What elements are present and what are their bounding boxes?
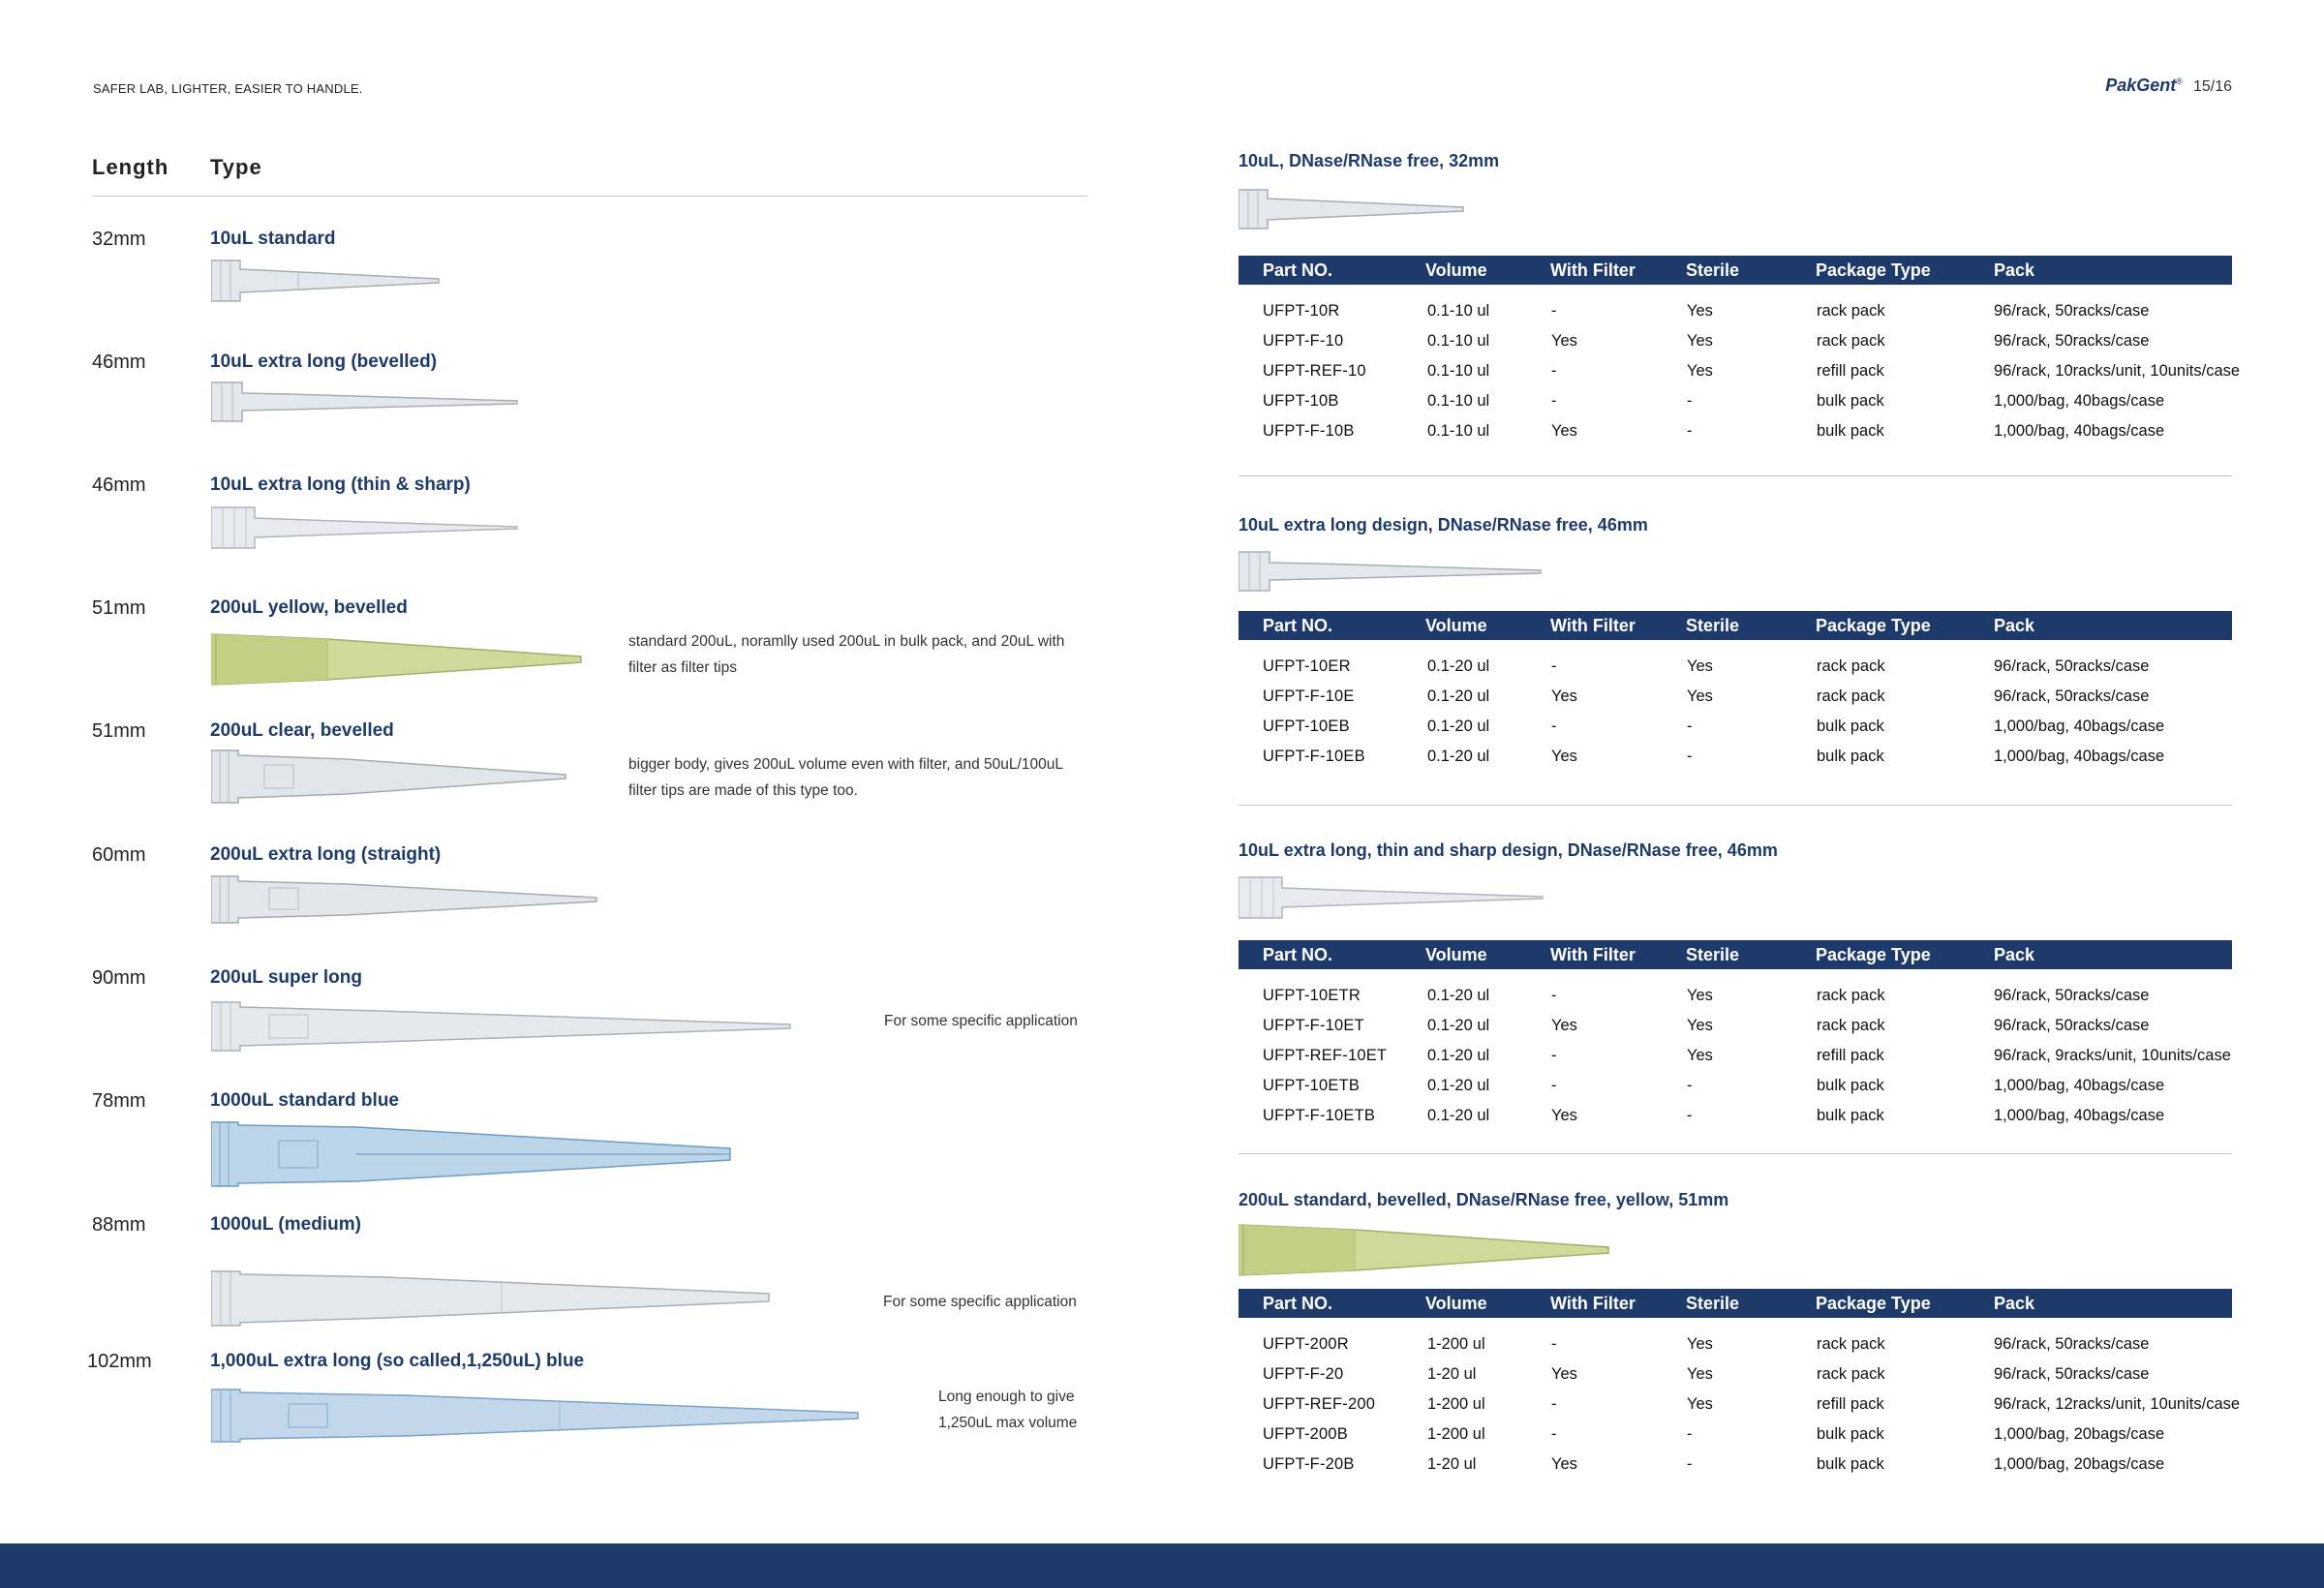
pipette-tip-clear-icon (1238, 186, 1466, 232)
pipette-tip-blue-icon (211, 1119, 734, 1189)
part-number: UFPT-10ETB (1263, 1077, 1361, 1094)
sterile: - (1687, 748, 1693, 765)
pack: 96/rack, 50racks/case (1994, 1017, 2150, 1034)
section-divider (1238, 475, 2232, 476)
table-header (1238, 611, 2232, 640)
table-header (1238, 1289, 2232, 1318)
package-type: refill pack (1817, 1395, 1884, 1413)
tip-length: 32mm (92, 229, 146, 250)
table-row (1238, 356, 2241, 386)
pack: 96/rack, 50racks/case (1994, 302, 2150, 320)
part-number: UFPT-F-10ET (1263, 1017, 1364, 1034)
sterile: Yes (1687, 362, 1713, 380)
part-number: UFPT-REF-200 (1263, 1395, 1376, 1413)
part-number: UFPT-F-20 (1263, 1365, 1344, 1383)
volume: 0.1-20 ul (1427, 1047, 1490, 1064)
pipette-tip-clear-icon (1238, 873, 1546, 922)
header-cell: Volume (1425, 260, 1487, 280)
table-row (1238, 296, 2232, 326)
part-number: UFPT-REF-10 (1263, 362, 1366, 380)
table-row (1238, 981, 2232, 1011)
sterile: Yes (1687, 687, 1713, 705)
section-title: 10uL extra long design, DNase/RNase free, 46mm (1238, 515, 1648, 534)
sterile: Yes (1687, 1047, 1713, 1064)
volume: 0.1-20 ul (1427, 748, 1490, 765)
with-filter: Yes (1551, 1455, 1577, 1473)
volume: 0.1-10 ul (1427, 392, 1490, 410)
tip-length: 46mm (92, 474, 146, 496)
package-type: rack pack (1817, 1365, 1885, 1383)
pack: 1,000/bag, 20bags/case (1994, 1425, 2165, 1443)
sterile: - (1687, 718, 1693, 735)
pipette-tip-clear-icon (1238, 549, 1544, 594)
volume: 0.1-10 ul (1427, 302, 1490, 320)
with-filter: - (1551, 1335, 1557, 1353)
pipette-tip-clear-icon (211, 504, 521, 552)
section-divider (1238, 1153, 2232, 1154)
volume: 0.1-10 ul (1427, 332, 1490, 350)
package-type: rack pack (1817, 687, 1885, 705)
table-row (1238, 1450, 2232, 1480)
tip-length: 102mm (87, 1351, 152, 1372)
with-filter: Yes (1551, 748, 1577, 765)
part-number: UFPT-10R (1263, 302, 1340, 320)
brand-logo: PakGent (2105, 76, 2177, 95)
header-cell: With Filter (1550, 1294, 1636, 1313)
pipette-tip-clear-icon (211, 257, 443, 305)
volume: 1-200 ul (1427, 1335, 1485, 1353)
section-title: 10uL extra long, thin and sharp design, DNase/RNase free, 46mm (1238, 840, 1778, 860)
package-type: rack pack (1817, 987, 1885, 1004)
package-type: bulk pack (1817, 392, 1884, 410)
tip-type: 200uL yellow, bevelled (210, 597, 408, 618)
pack: 96/rack, 9racks/unit, 10units/case (1994, 1047, 2231, 1064)
volume: 1-200 ul (1427, 1425, 1485, 1443)
part-number: UFPT-F-10EB (1263, 748, 1365, 765)
table-row (1238, 1011, 2232, 1041)
volume: 0.1-20 ul (1427, 657, 1490, 675)
part-number: UFPT-10ER (1263, 657, 1351, 675)
package-type: rack pack (1817, 1335, 1885, 1353)
brand-header (2105, 76, 2232, 96)
tip-length: 51mm (92, 597, 146, 619)
header-cell: Part NO. (1263, 616, 1333, 635)
part-number: UFPT-10EB (1263, 718, 1350, 735)
sterile: Yes (1687, 302, 1713, 320)
tip-length: 60mm (92, 844, 146, 866)
table-row (1238, 1359, 2232, 1390)
tip-type: 200uL extra long (straight) (210, 844, 442, 865)
part-number: UFPT-F-10B (1263, 422, 1355, 440)
table-row (1238, 1329, 2232, 1359)
table-row (1238, 712, 2232, 742)
tip-type: 200uL clear, bevelled (210, 720, 394, 741)
header-cell: Package Type (1816, 616, 1931, 635)
volume: 0.1-20 ul (1427, 1017, 1490, 1034)
table-row (1238, 386, 2232, 416)
part-number: UFPT-10ETR (1263, 987, 1361, 1004)
table-row (1238, 1101, 2232, 1131)
tip-type: 1,000uL extra long (so called,1,250uL) blue (210, 1351, 585, 1371)
part-number: UFPT-F-10E (1263, 687, 1355, 705)
tip-length: 51mm (92, 720, 146, 742)
column-header-length: Length (92, 155, 169, 179)
tip-length: 90mm (92, 967, 146, 989)
sterile: Yes (1687, 1335, 1713, 1353)
tip-type: 10uL standard (210, 229, 336, 249)
header-cell: Sterile (1686, 1294, 1740, 1313)
package-type: bulk pack (1817, 1107, 1884, 1124)
package-type: bulk pack (1817, 1077, 1884, 1094)
tip-description: For some specific application (884, 1013, 1078, 1029)
header-cell: Pack (1994, 1294, 2035, 1313)
pack: 1,000/bag, 20bags/case (1994, 1455, 2165, 1473)
table-row (1238, 326, 2232, 356)
header-cell: Package Type (1816, 945, 1931, 964)
part-number: UFPT-F-10ETB (1263, 1107, 1376, 1124)
page-number: 15/16 (2192, 78, 2232, 95)
pipette-tip-clear-icon (211, 1268, 773, 1328)
part-number: UFPT-200B (1263, 1425, 1348, 1443)
tip-description: standard 200uL, noramlly used 200uL in bulk pack, and 20uL with filter as filter tips (628, 633, 1065, 676)
tip-length: 88mm (92, 1214, 146, 1236)
parts-table (1238, 1289, 2241, 1480)
sterile: Yes (1687, 987, 1713, 1004)
volume: 0.1-20 ul (1427, 1107, 1490, 1124)
pack: 96/rack, 10racks/unit, 10units/case (1994, 362, 2241, 380)
package-type: bulk pack (1817, 422, 1884, 440)
pipette-tip-clear-icon (211, 748, 569, 806)
tip-type: 10uL extra long (thin & sharp) (210, 474, 471, 495)
table-row (1238, 1420, 2232, 1450)
sterile: Yes (1687, 657, 1713, 675)
package-type: rack pack (1817, 332, 1885, 350)
parts-table (1238, 256, 2241, 446)
pack: 96/rack, 50racks/case (1994, 687, 2150, 705)
volume: 1-20 ul (1427, 1455, 1477, 1473)
sterile: Yes (1687, 1395, 1713, 1413)
with-filter: - (1551, 657, 1557, 675)
pack: 1,000/bag, 40bags/case (1994, 1077, 2165, 1094)
with-filter: Yes (1551, 1017, 1577, 1034)
header-cell: With Filter (1550, 616, 1636, 635)
table-row (1238, 1390, 2241, 1420)
volume: 1-20 ul (1427, 1365, 1477, 1383)
package-type: bulk pack (1817, 748, 1884, 765)
volume: 0.1-10 ul (1427, 422, 1490, 440)
pipette-tip-yellow-icon (211, 631, 584, 687)
package-type: refill pack (1817, 1047, 1884, 1064)
sterile: - (1687, 392, 1693, 410)
pipette-tip-clear-icon (211, 380, 521, 424)
with-filter: - (1551, 302, 1557, 320)
tip-type: 200uL super long (210, 967, 362, 988)
tip-type: 1000uL (medium) (210, 1214, 361, 1235)
with-filter: - (1551, 1047, 1557, 1064)
with-filter: Yes (1551, 422, 1577, 440)
sterile: - (1687, 1077, 1693, 1094)
sterile: Yes (1687, 332, 1713, 350)
parts-table (1238, 940, 2232, 1131)
part-number: UFPT-F-20B (1263, 1455, 1355, 1473)
pack: 96/rack, 50racks/case (1994, 657, 2150, 675)
package-type: rack pack (1817, 1017, 1885, 1034)
with-filter: Yes (1551, 332, 1577, 350)
part-number: UFPT-F-10 (1263, 332, 1344, 350)
tip-length: 78mm (92, 1090, 146, 1112)
header-divider (92, 196, 1087, 197)
package-type: bulk pack (1817, 718, 1884, 735)
with-filter: - (1551, 1077, 1557, 1094)
parts-table (1238, 611, 2232, 772)
tip-type: 1000uL standard blue (210, 1090, 399, 1111)
pipette-tip-clear-icon (211, 873, 600, 926)
volume: 1-200 ul (1427, 1395, 1485, 1413)
table-header (1238, 256, 2232, 285)
sterile: - (1687, 1107, 1693, 1124)
package-type: rack pack (1817, 302, 1885, 320)
pack: 96/rack, 50racks/case (1994, 332, 2150, 350)
with-filter: Yes (1551, 1107, 1577, 1124)
tip-description: bigger body, gives 200uL volume even with filter, and 50uL/100uL filter tips are made of this type too. (628, 756, 1063, 799)
header-cell: Sterile (1686, 260, 1740, 280)
table-row (1238, 652, 2232, 682)
package-type: bulk pack (1817, 1455, 1884, 1473)
sterile: - (1687, 1425, 1693, 1443)
with-filter: - (1551, 392, 1557, 410)
with-filter: - (1551, 987, 1557, 1004)
pack: 96/rack, 50racks/case (1994, 1365, 2150, 1383)
header-cell: Volume (1425, 616, 1487, 635)
header-cell: Volume (1425, 945, 1487, 964)
tip-length: 46mm (92, 351, 146, 373)
section-title: 200uL standard, bevelled, DNase/RNase free, yellow, 51mm (1238, 1190, 1729, 1209)
volume: 0.1-10 ul (1427, 362, 1490, 380)
header-cell: Sterile (1686, 616, 1740, 635)
tip-description: Long enough to give 1,250uL max volume (938, 1389, 1078, 1431)
table-row (1238, 1071, 2232, 1101)
with-filter: Yes (1551, 687, 1577, 705)
sterile: - (1687, 1455, 1693, 1473)
pack: 1,000/bag, 40bags/case (1994, 718, 2165, 735)
pack: 1,000/bag, 40bags/case (1994, 422, 2165, 440)
part-number: UFPT-200R (1263, 1335, 1349, 1353)
pack: 96/rack, 12racks/unit, 10units/case (1994, 1395, 2241, 1413)
part-number: UFPT-10B (1263, 392, 1339, 410)
header-cell: With Filter (1550, 945, 1636, 964)
column-header-type: Type (210, 155, 262, 179)
with-filter: - (1551, 718, 1557, 735)
sterile: Yes (1687, 1365, 1713, 1383)
section-title: 10uL, DNase/RNase free, 32mm (1238, 151, 1500, 170)
with-filter: - (1551, 362, 1557, 380)
volume: 0.1-20 ul (1427, 718, 1490, 735)
header-cell: Part NO. (1263, 260, 1333, 280)
sterile: - (1687, 422, 1693, 440)
pack: 1,000/bag, 40bags/case (1994, 1107, 2165, 1124)
section-divider (1238, 805, 2232, 806)
pipette-tip-clear-icon (211, 999, 794, 1054)
header-cell: Sterile (1686, 945, 1740, 964)
with-filter: - (1551, 1425, 1557, 1443)
volume: 0.1-20 ul (1427, 1077, 1490, 1094)
part-number: UFPT-REF-10ET (1263, 1047, 1388, 1064)
pack: 1,000/bag, 40bags/case (1994, 392, 2165, 410)
pack: 1,000/bag, 40bags/case (1994, 748, 2165, 765)
footer-band (0, 1543, 2324, 1588)
sterile: Yes (1687, 1017, 1713, 1034)
package-type: rack pack (1817, 657, 1885, 675)
pack: 96/rack, 50racks/case (1994, 1335, 2150, 1353)
brand-mark: ® (2176, 76, 2183, 86)
package-type: bulk pack (1817, 1425, 1884, 1443)
slogan: SAFER LAB, LIGHTER, EASIER TO HANDLE. (93, 81, 363, 96)
table-row (1238, 682, 2232, 712)
header-cell: Volume (1425, 1294, 1487, 1313)
tip-description: For some specific application (883, 1294, 1077, 1310)
header-cell: Part NO. (1263, 945, 1333, 964)
header-cell: With Filter (1550, 260, 1636, 280)
table-row (1238, 416, 2232, 446)
package-type: refill pack (1817, 362, 1884, 380)
header-cell: Pack (1994, 945, 2035, 964)
tip-type: 10uL extra long (bevelled) (210, 351, 438, 372)
pack: 96/rack, 50racks/case (1994, 987, 2150, 1004)
header-cell: Part NO. (1263, 1294, 1333, 1313)
header-cell: Package Type (1816, 260, 1931, 280)
with-filter: Yes (1551, 1365, 1577, 1383)
table-row (1238, 742, 2232, 772)
pipette-tip-blue-icon (211, 1387, 862, 1445)
table-row (1238, 1041, 2232, 1071)
header-cell: Pack (1994, 260, 2035, 280)
pipette-tip-yellow-icon (1238, 1222, 1611, 1278)
header-cell: Package Type (1816, 1294, 1931, 1313)
table-header (1238, 940, 2232, 969)
volume: 0.1-20 ul (1427, 987, 1490, 1004)
volume: 0.1-20 ul (1427, 687, 1490, 705)
header-cell: Pack (1994, 616, 2035, 635)
with-filter: - (1551, 1395, 1557, 1413)
